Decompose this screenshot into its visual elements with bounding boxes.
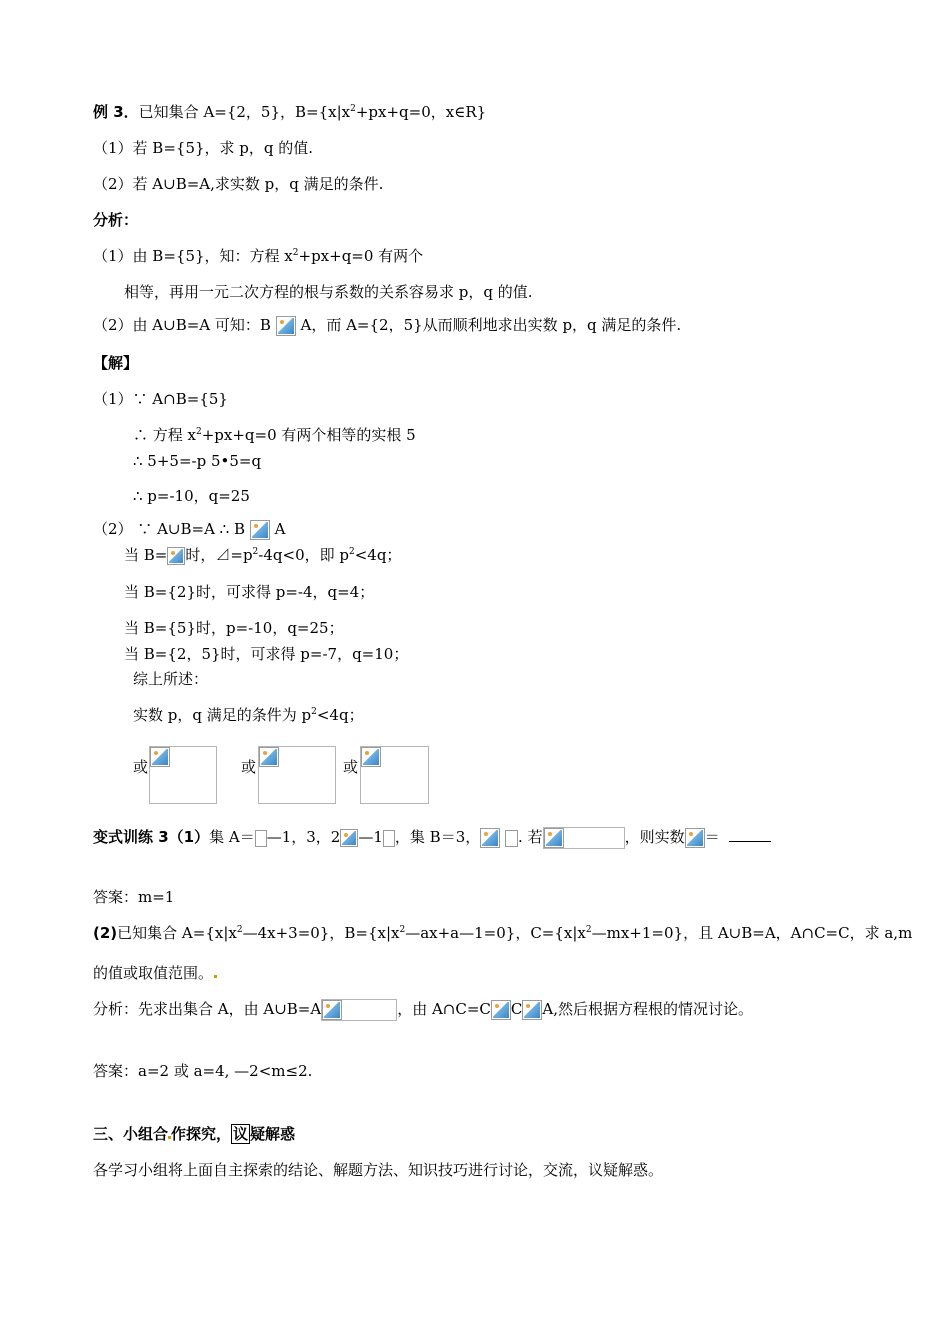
broken-image-icon	[544, 828, 564, 848]
broken-image-icon	[250, 520, 270, 540]
broken-image-icon	[480, 828, 500, 848]
case-empty-set: 当 B= 时，$⊿=p^2-4q<0$，即 $p^2<4q$；	[124, 546, 402, 564]
broken-image-icon	[361, 747, 381, 767]
example3-stem: 已知集合 A={2，5}，B={x|x	[138, 103, 351, 121]
broken-image-icon	[491, 1000, 511, 1020]
variant-heading: 变式训练 3（1）	[93, 828, 210, 846]
or-label-2: 或	[241, 758, 257, 776]
case-b-2-5: 当 B={2，5}时，可求得 p=-7，q=10；	[124, 645, 409, 663]
broken-image-icon	[259, 747, 279, 767]
solution-step-4: ∴ p=-10，q=25	[133, 487, 250, 505]
case-b-2: 当 B={2}时，可求得 p=-4，q=4；	[124, 583, 375, 601]
answer-blank	[729, 827, 771, 842]
example3-stem-line: 例 3．已知集合 A={2，5}，$B=\{x|x^2+px+q=0$，x∈R}	[93, 103, 487, 121]
analysis-heading: 分析：	[93, 211, 139, 229]
solution-step-3: ∴ 5+5=-p 5•5=q	[133, 452, 262, 470]
variant-2-line: (2)已知集合 $A=\{x|x^2—4x+3=0\}$，$B=\{x|x^2—ax+a—1=0\}$，$C=\{x|x^2—mx+1=0\}$，且 A∪B=A，A∩C=C，求 a,m	[93, 924, 913, 942]
broken-image-icon	[276, 316, 296, 336]
broken-image-icon	[685, 828, 705, 848]
broken-image-icon	[322, 1000, 342, 1020]
case-b-5: 当 B={5}时，p=-10，q=25；	[124, 619, 344, 637]
or-label-3: 或	[343, 758, 359, 776]
solution-step-1: （1）∵ A∩B={5}	[93, 390, 228, 408]
variant-2-cont: 的值或取值范围。	[93, 963, 217, 983]
image-placeholder-3	[360, 746, 429, 804]
analysis-line-1: （1）由 B={5}，知：方程 $x^2+px+q=0$ 有两个	[93, 247, 424, 265]
broken-image-icon	[167, 547, 185, 565]
example3-title: 例 3．	[93, 103, 139, 121]
condition-line: 实数 p，q 满足的条件为 $p^2<4q$；	[133, 706, 364, 724]
variant-analysis: 分析：先求出集合 A，由 A∪B=A ，由 A∩C=C C A,然后根据方程根的情况讨论。	[93, 999, 753, 1021]
example3-question-2: （2）若 A∪B=A,求实数 p，q 满足的条件.	[93, 175, 384, 193]
or-label-1: 或	[133, 758, 149, 776]
variant-1-line: 变式训练 3（1）集 A＝ —1，3，2 —1 ，集 B＝3， . 若 ，则实数 ＝	[93, 827, 771, 849]
image-placeholder-1	[149, 746, 217, 804]
example3-question-1: （1）若 B={5}，求 p，q 的值.	[93, 139, 314, 157]
broken-image-icon	[150, 747, 170, 767]
broken-image-icon	[522, 1000, 542, 1020]
broken-image-icon	[340, 829, 358, 847]
variant-answer-2: 答案：a=2 或 a=4, —2<m≤2.	[93, 1062, 313, 1080]
analysis-line-2: （2）由 A∪B=A 可知：B A，而 A={2，5}从而顺利地求出实数 p，q 满足的条件.	[93, 316, 682, 334]
variant-answer-1: 答案：m=1	[93, 888, 175, 906]
section3-body: 各学习小组将上面自主探索的结论、解题方法、知识技巧进行讨论，交流，议疑解惑。	[93, 1161, 664, 1179]
summary-label: 综上所述：	[133, 670, 209, 688]
solution-step-5: （2） ∵ A∪B=A ∴ B A	[93, 520, 286, 538]
image-placeholder-2	[258, 746, 336, 804]
analysis-line-1-cont: 相等，再用一元二次方程的根与系数的关系容易求 p，q 的值.	[124, 283, 533, 301]
solution-heading: 【解】	[93, 354, 139, 372]
solution-step-2: ∴ 方程 $x^2+px+q=0$ 有两个相等的实根 5	[133, 426, 416, 444]
section3-heading: 三、小组合 作探究， 议 疑解惑	[93, 1125, 296, 1143]
